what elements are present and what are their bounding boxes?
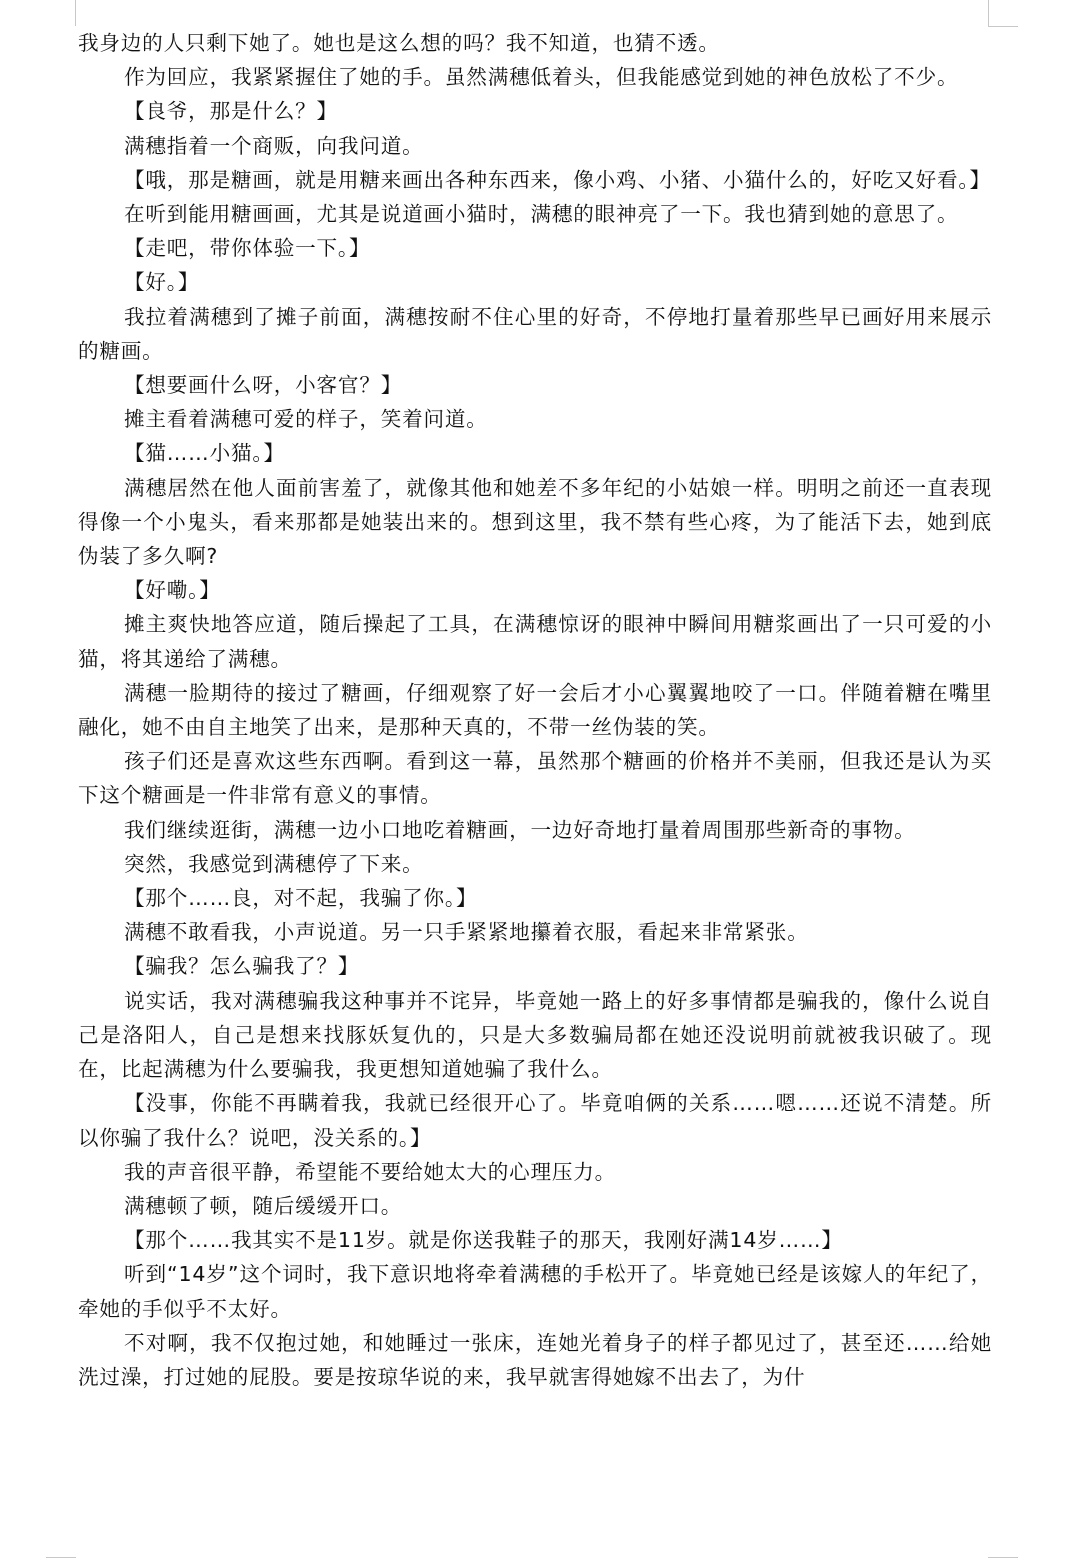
body-paragraph: 听到“14岁”这个词时，我下意识地将牵着满穗的手松开了。毕竟她已经是该嫁人的年纪了，牵她的手似乎不太好。 [78,1262,992,1321]
body-paragraph: 作为回应，我紧紧握住了她的手。虽然满穗低着头，但我能感觉到她的神色放松了不少。 [124,65,959,90]
dialogue-paragraph: 【好。】 [124,270,200,295]
body-paragraph: 满穗顿了顿，随后缓缓开口。 [124,1193,403,1218]
dialogue-paragraph: 【骗我？怎么骗我了？】 [124,954,360,979]
body-paragraph: 我的声音很平静，希望能不要给她太大的心理压力。 [124,1159,617,1184]
body-paragraph: 满穗指着一个商贩，向我问道。 [124,133,424,158]
body-paragraph: 说实话，我对满穗骗我这种事并不诧异，毕竟她一路上的好多事情都是骗我的，像什么说自己是洛阳人，自己是想来找豚妖复仇的，只是大多数骗局都在她还没说明前就被我识破了。现在，比起满穗为什么要骗我，我更想知道她骗了我什么。 [78,988,992,1082]
crop-mark-top-right [988,0,989,26]
dialogue-paragraph: 【好嘞。】 [124,578,221,603]
body-paragraph: 满穗居然在他人面前害羞了，就像其他和她差不多年纪的小姑娘一样。明明之前还一直表现得像一个小鬼头，看来那都是她装出来的。想到这里，我不禁有些心疼，为了能活下去，她到底伪装了多久啊? [78,475,992,569]
body-paragraph: 不对啊，我不仅抱过她，和她睡过一张床，连她光着身子的样子都见过了，甚至还……给她洗过澡，打过她的屁股。要是按琼华说的来，我早就害得她嫁不出去了，为什 [78,1330,992,1389]
dialogue-paragraph: 【良爷，那是什么？】 [124,99,338,124]
dialogue-paragraph: 【那个……良，对不起，我骗了你。】 [124,886,478,911]
dialogue-paragraph: 【想要画什么呀，小客官？】 [124,373,403,398]
crop-mark-top-right-h [988,26,1018,27]
crop-mark-bottom-right [988,1557,1018,1558]
body-paragraph: 孩子们还是喜欢这些东西啊。看到这一幕，虽然那个糖画的价格并不美丽，但我还是认为买下这个糖画是一件非常有意义的事情。 [78,749,992,808]
body-paragraph: 满穗不敢看我，小声说道。另一只手紧紧地攥着衣服，看起来非常紧张。 [124,920,809,945]
crop-mark-bottom-left [46,1557,76,1558]
crop-mark-top-left [75,0,76,26]
document-page [78,26,992,1394]
dialogue-paragraph: 【那个……我其实不是11岁。就是你送我鞋子的那天，我刚好满14岁……】 [124,1228,843,1253]
body-paragraph: 摊主爽快地答应道，随后操起了工具，在满穗惊讶的眼神中瞬间用糖浆画出了一只可爱的小猫，将其递给了满穗。 [78,612,992,671]
body-paragraph: 【哦，那是糖画，就是用糖来画出各种东西来，像小鸡、小猪、小猫什么的，好吃又好看。】 [124,167,991,192]
dialogue-paragraph: 【猫……小猫。】 [124,441,285,466]
body-paragraph: 我拉着满穗到了摊子前面，满穗按耐不住心里的好奇，不停地打量着那些早已画好用来展示的糖画。 [78,304,992,363]
body-paragraph: 我们继续逛街，满穗一边小口地吃着糖画，一边好奇地打量着周围那些新奇的事物。 [124,817,916,842]
body-paragraph: 【没事，你能不再瞒着我，我就已经很开心了。毕竟咱俩的关系……嗯……还说不清楚。所以你骗了我什么？说吧，没关系的。】 [78,1091,992,1150]
dialogue-paragraph: 【走吧，带你体验一下。】 [124,236,371,261]
body-paragraph: 在听到能用糖画画，尤其是说道画小猫时，满穗的眼神亮了一下。我也猜到她的意思了。 [124,202,959,227]
continuation-paragraph: 我身边的人只剩下她了。她也是这么想的吗？我不知道，也猜不透。 [78,31,720,55]
body-paragraph: 突然，我感觉到满穗停了下来。 [124,851,424,876]
body-paragraph: 摊主看着满穗可爱的样子，笑着问道。 [124,407,488,432]
body-paragraph: 满穗一脸期待的接过了糖画，仔细观察了好一会后才小心翼翼地咬了一口。伴随着糖在嘴里融化，她不由自主地笑了出来，是那种天真的，不带一丝伪装的笑。 [78,680,992,740]
